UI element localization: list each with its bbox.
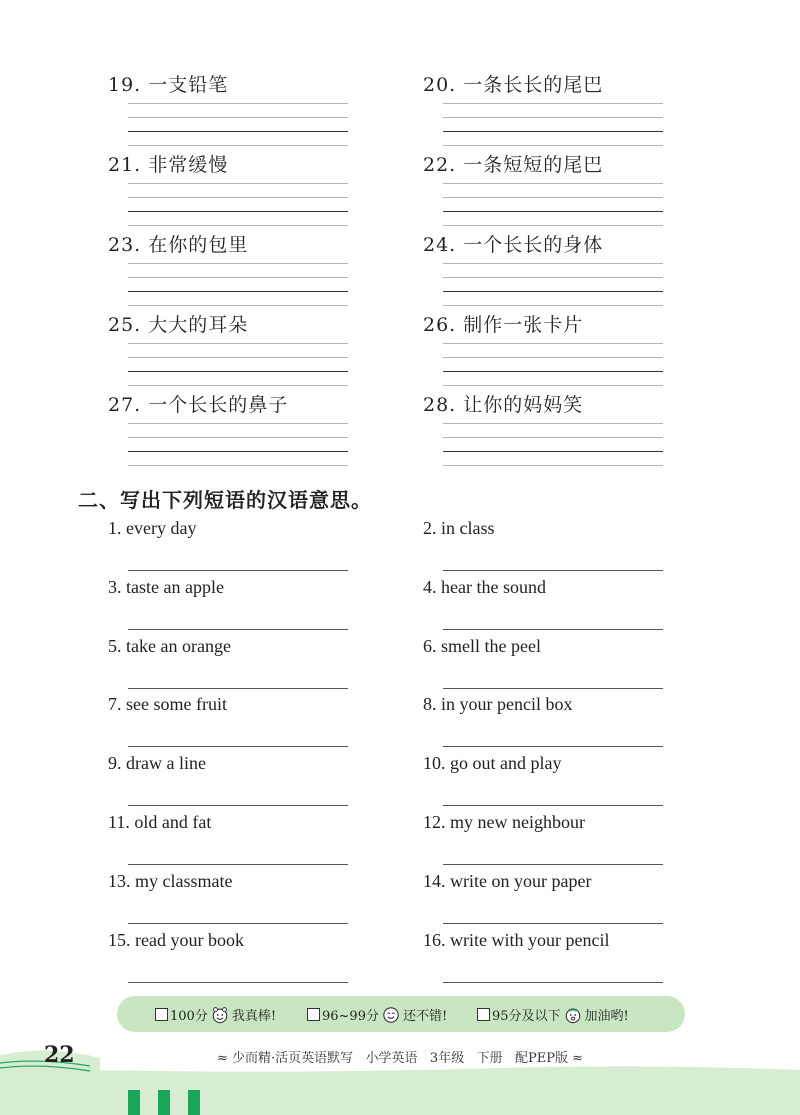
chinese-phrase: 一条长长的尾巴 bbox=[463, 74, 604, 96]
writing-guide-line[interactable] bbox=[128, 225, 348, 226]
writing-guide-line[interactable] bbox=[128, 263, 348, 264]
writing-guide-line[interactable] bbox=[128, 451, 348, 452]
writing-guide-line[interactable] bbox=[443, 131, 663, 132]
item-number: 6. bbox=[423, 635, 437, 656]
chinese-item-text bbox=[108, 310, 248, 337]
english-phrase: go out and play bbox=[450, 753, 562, 774]
writing-guide-line[interactable] bbox=[128, 197, 348, 198]
writing-guide-line[interactable] bbox=[128, 211, 348, 212]
phrase-item-text bbox=[423, 871, 591, 892]
phrase-item-text bbox=[108, 694, 227, 715]
english-phrase: my new neighbour bbox=[450, 812, 585, 832]
page-number: 22 bbox=[44, 1042, 75, 1068]
item-number: 4. bbox=[423, 576, 437, 597]
answer-line[interactable] bbox=[128, 629, 348, 630]
answer-line[interactable] bbox=[443, 923, 663, 924]
phrase-item-text bbox=[423, 636, 541, 657]
writing-guide-line[interactable] bbox=[443, 465, 663, 466]
item-number: 9. bbox=[108, 753, 122, 774]
item-number: 2. bbox=[423, 518, 437, 538]
writing-guide-line[interactable] bbox=[443, 357, 663, 358]
item-number: 20. bbox=[423, 74, 457, 96]
writing-guide-line[interactable] bbox=[443, 277, 663, 278]
answer-line[interactable] bbox=[128, 688, 348, 689]
item-number: 26. bbox=[423, 314, 457, 336]
writing-guide-line[interactable] bbox=[128, 343, 348, 344]
english-phrase: see some fruit bbox=[126, 694, 227, 715]
phrase-item-text bbox=[423, 812, 585, 833]
footer-text: ≈ 少而精·活页英语默写 小学英语 3年级 下册 配PEP版 ≈ bbox=[216, 1051, 584, 1066]
writing-guide-line[interactable] bbox=[128, 291, 348, 292]
score-96-99-range: 96~99分 bbox=[322, 1009, 379, 1024]
english-phrase: read your book bbox=[135, 929, 244, 950]
english-phrase: in your pencil box bbox=[441, 694, 573, 715]
writing-guide-line[interactable] bbox=[128, 145, 348, 146]
phrase-item-text bbox=[423, 518, 495, 539]
writing-guide-line[interactable] bbox=[128, 437, 348, 438]
writing-guide-line[interactable] bbox=[128, 371, 348, 372]
writing-guide-line[interactable] bbox=[443, 225, 663, 226]
writing-guide-line[interactable] bbox=[128, 357, 348, 358]
score-100 bbox=[155, 1005, 276, 1024]
chinese-phrase: 在你的包里 bbox=[148, 234, 249, 256]
score-96-99-checkbox[interactable] bbox=[307, 1008, 320, 1021]
score-100-comment: 我真棒! bbox=[231, 1009, 277, 1024]
english-phrase: write with your pencil bbox=[450, 929, 610, 950]
smiley-face-icon bbox=[211, 1006, 229, 1024]
english-phrase: draw a line bbox=[126, 753, 206, 774]
item-number: 25. bbox=[108, 314, 142, 336]
phrase-item-text bbox=[108, 871, 232, 892]
english-phrase: every day bbox=[126, 518, 197, 538]
writing-guide-line[interactable] bbox=[128, 103, 348, 104]
phrase-item-text bbox=[423, 694, 572, 715]
answer-line[interactable] bbox=[443, 570, 663, 571]
score-100-range: 100分 bbox=[170, 1009, 208, 1024]
english-phrase: in class bbox=[441, 518, 495, 538]
answer-line[interactable] bbox=[443, 688, 663, 689]
writing-guide-line[interactable] bbox=[443, 117, 663, 118]
phrase-item-text bbox=[108, 812, 211, 833]
item-number: 3. bbox=[108, 576, 122, 597]
chinese-item-text bbox=[423, 230, 603, 257]
score-95-below bbox=[477, 1005, 629, 1024]
item-number: 11. bbox=[108, 812, 130, 832]
item-number: 10. bbox=[423, 753, 446, 774]
chinese-item-text bbox=[423, 70, 603, 97]
answer-line[interactable] bbox=[128, 746, 348, 747]
answer-line[interactable] bbox=[128, 982, 348, 983]
writing-guide-line[interactable] bbox=[443, 385, 663, 386]
chinese-phrase: 一个长长的身体 bbox=[463, 234, 604, 256]
answer-line[interactable] bbox=[128, 805, 348, 806]
chinese-phrase: 让你的妈妈笑 bbox=[463, 394, 584, 416]
section-title: 二、写出下列短语的汉语意思。 bbox=[78, 488, 372, 512]
phrase-item-text bbox=[108, 753, 206, 774]
score-96-99-comment: 还不错! bbox=[402, 1009, 448, 1024]
writing-guide-line[interactable] bbox=[443, 291, 663, 292]
item-number: 19. bbox=[108, 74, 142, 96]
item-number: 12. bbox=[423, 812, 446, 832]
answer-line[interactable] bbox=[128, 864, 348, 865]
item-number: 8. bbox=[423, 694, 437, 715]
phrase-item-text bbox=[108, 930, 244, 951]
writing-guide-line[interactable] bbox=[128, 277, 348, 278]
item-number: 16. bbox=[423, 929, 446, 950]
writing-guide-line[interactable] bbox=[443, 145, 663, 146]
english-phrase: take an orange bbox=[126, 635, 231, 656]
writing-guide-line[interactable] bbox=[443, 437, 663, 438]
item-number: 28. bbox=[423, 394, 457, 416]
item-number: 5. bbox=[108, 635, 122, 656]
item-number: 1. bbox=[108, 518, 122, 538]
writing-guide-line[interactable] bbox=[128, 183, 348, 184]
chinese-phrase: 非常缓慢 bbox=[148, 154, 229, 176]
answer-line[interactable] bbox=[443, 982, 663, 983]
writing-guide-line[interactable] bbox=[443, 343, 663, 344]
answer-line[interactable] bbox=[443, 746, 663, 747]
item-number: 22. bbox=[423, 154, 457, 176]
chinese-item-text bbox=[108, 150, 228, 177]
score-95-below-checkbox[interactable] bbox=[477, 1008, 490, 1021]
writing-guide-line[interactable] bbox=[443, 263, 663, 264]
writing-guide-line[interactable] bbox=[128, 305, 348, 306]
item-number: 24. bbox=[423, 234, 457, 256]
english-phrase: taste an apple bbox=[126, 576, 224, 597]
writing-guide-line[interactable] bbox=[443, 423, 663, 424]
footer-bar bbox=[188, 1090, 200, 1115]
chinese-phrase: 制作一张卡片 bbox=[463, 314, 584, 336]
chinese-item-text bbox=[423, 150, 603, 177]
answer-line[interactable] bbox=[443, 629, 663, 630]
writing-guide-line[interactable] bbox=[128, 385, 348, 386]
footer-wave bbox=[0, 1030, 800, 1115]
cheer-face-icon bbox=[564, 1006, 582, 1024]
english-phrase: hear the sound bbox=[441, 576, 546, 597]
english-phrase: my classmate bbox=[135, 870, 233, 891]
smile-face-icon bbox=[382, 1006, 400, 1024]
answer-line[interactable] bbox=[128, 923, 348, 924]
writing-guide-line[interactable] bbox=[128, 423, 348, 424]
score-100-checkbox[interactable] bbox=[155, 1008, 168, 1021]
english-phrase: write on your paper bbox=[450, 870, 592, 891]
chinese-phrase: 一个长长的鼻子 bbox=[148, 394, 289, 416]
writing-guide-line[interactable] bbox=[128, 465, 348, 466]
writing-guide-line[interactable] bbox=[443, 197, 663, 198]
footer-bar bbox=[158, 1090, 170, 1115]
answer-line[interactable] bbox=[443, 805, 663, 806]
footer-bar bbox=[128, 1090, 140, 1115]
phrase-item-text bbox=[108, 636, 231, 657]
chinese-item-text bbox=[423, 310, 583, 337]
writing-guide-line[interactable] bbox=[443, 305, 663, 306]
item-number: 15. bbox=[108, 929, 131, 950]
item-number: 23. bbox=[108, 234, 142, 256]
chinese-phrase: 大大的耳朵 bbox=[148, 314, 249, 336]
writing-guide-line[interactable] bbox=[128, 117, 348, 118]
chinese-phrase: 一支铅笔 bbox=[148, 74, 229, 96]
chinese-item-text bbox=[108, 230, 248, 257]
answer-line[interactable] bbox=[128, 570, 348, 571]
item-number: 21. bbox=[108, 154, 142, 176]
chinese-phrase: 一条短短的尾巴 bbox=[463, 154, 604, 176]
writing-guide-line[interactable] bbox=[443, 451, 663, 452]
writing-guide-line[interactable] bbox=[443, 103, 663, 104]
phrase-item-text bbox=[423, 930, 609, 951]
writing-guide-line[interactable] bbox=[128, 131, 348, 132]
chinese-item-text bbox=[108, 70, 228, 97]
writing-guide-line[interactable] bbox=[443, 183, 663, 184]
english-phrase: smell the peel bbox=[441, 635, 541, 656]
item-number: 7. bbox=[108, 694, 122, 715]
writing-guide-line[interactable] bbox=[443, 211, 663, 212]
score-95-below-comment: 加油哟! bbox=[584, 1009, 629, 1024]
chinese-item-text bbox=[108, 390, 288, 417]
phrase-item-text bbox=[423, 577, 546, 598]
answer-line[interactable] bbox=[443, 864, 663, 865]
phrase-item-text bbox=[108, 577, 224, 598]
chinese-item-text bbox=[423, 390, 583, 417]
english-phrase: old and fat bbox=[134, 812, 212, 832]
score-bar bbox=[117, 996, 685, 1032]
item-number: 13. bbox=[108, 870, 131, 891]
writing-guide-line[interactable] bbox=[443, 371, 663, 372]
item-number: 14. bbox=[423, 870, 446, 891]
score-95-below-range: 95分及以下 bbox=[492, 1009, 561, 1024]
phrase-item-text bbox=[423, 753, 561, 774]
phrase-item-text bbox=[108, 518, 196, 539]
item-number: 27. bbox=[108, 394, 142, 416]
score-96-99 bbox=[307, 1005, 447, 1024]
